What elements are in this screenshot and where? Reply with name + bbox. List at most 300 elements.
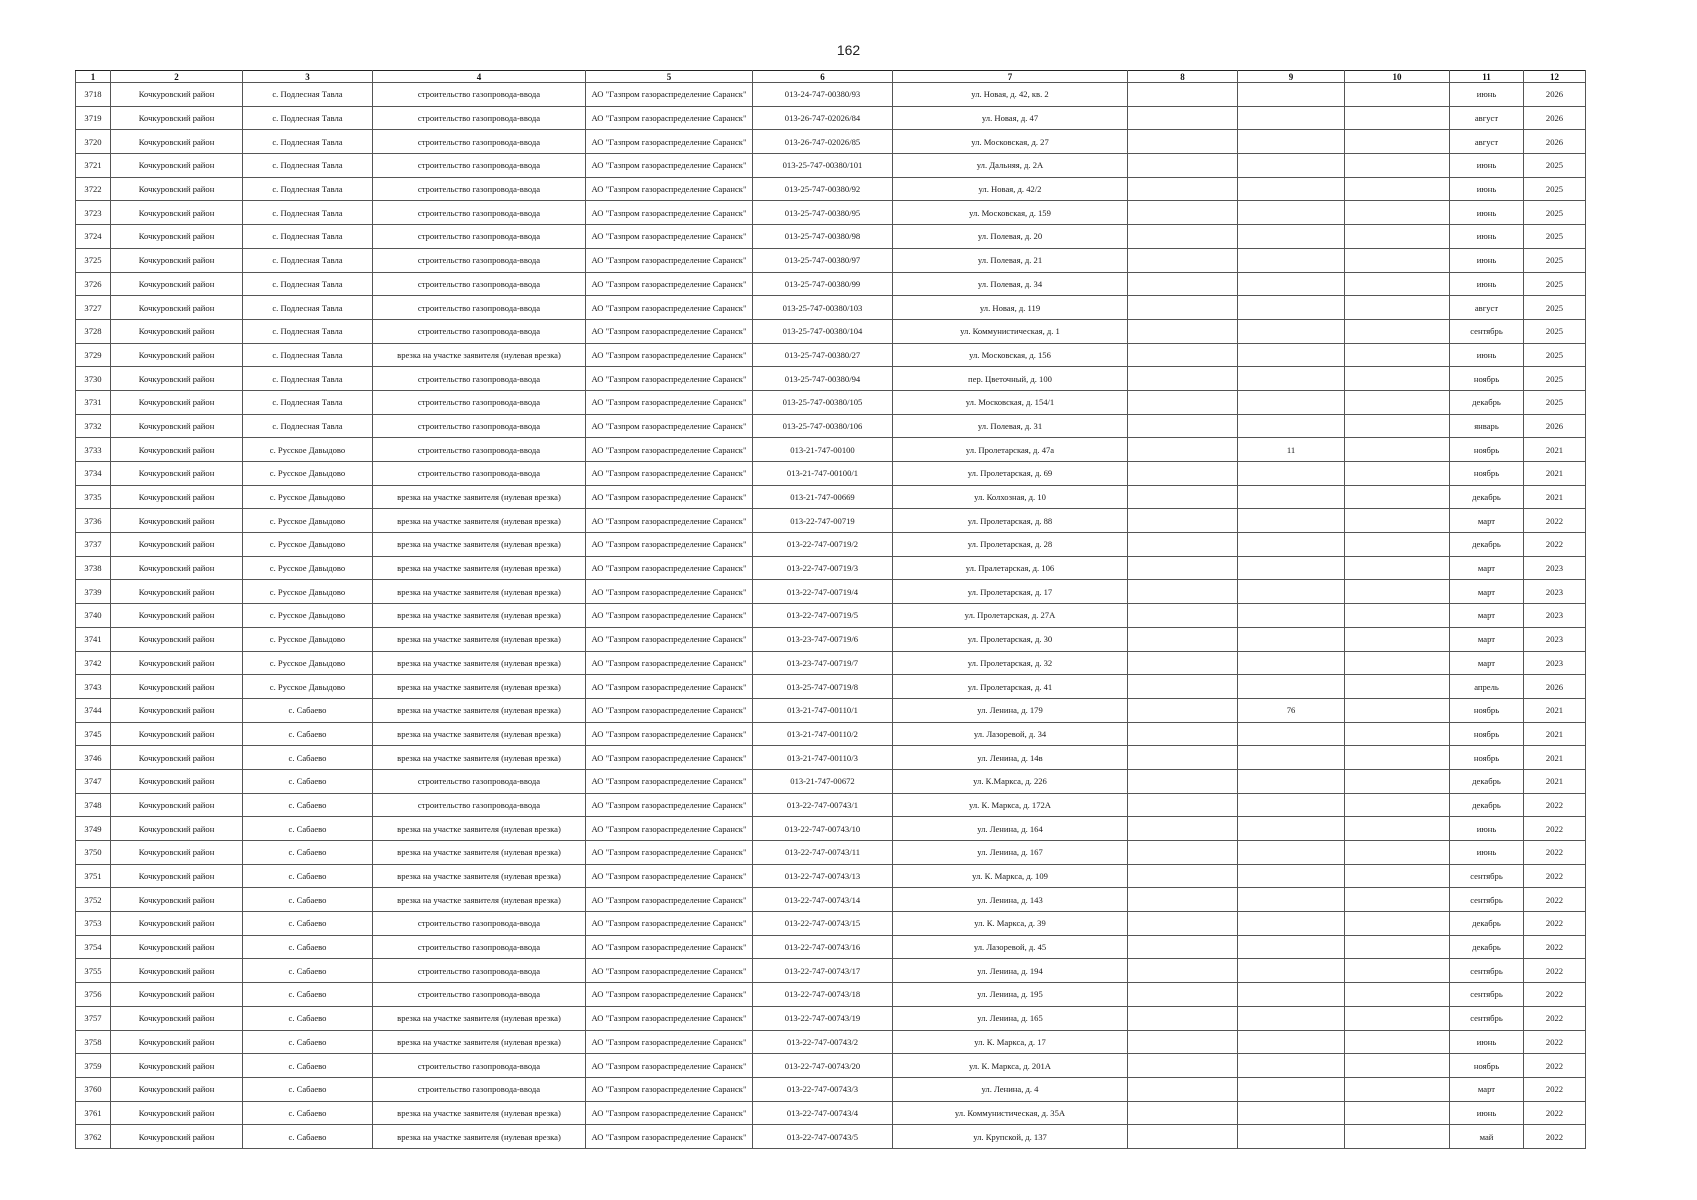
table-cell: строительство газопровода-ввода: [373, 438, 586, 462]
table-cell: 3755: [76, 959, 111, 983]
table-cell: [1345, 1125, 1450, 1149]
table-cell: ноябрь: [1450, 698, 1524, 722]
table-cell: Кочкуровский район: [111, 130, 243, 154]
table-cell: [1345, 556, 1450, 580]
table-cell: [1128, 201, 1238, 225]
table-cell: июнь: [1450, 154, 1524, 178]
table-row: [76, 177, 1586, 201]
table-cell: ул. К. Маркса, д. 201А: [893, 1054, 1128, 1078]
table-row: [76, 390, 1586, 414]
table-cell: [1238, 1030, 1345, 1054]
table-cell: [1128, 1054, 1238, 1078]
table-cell: [1345, 746, 1450, 770]
table-cell: [1345, 296, 1450, 320]
table-cell: строительство газопровода-ввода: [373, 414, 586, 438]
table-cell: с. Русское Давыдово: [243, 462, 373, 486]
table-cell: 3728: [76, 319, 111, 343]
table-row: [76, 248, 1586, 272]
table-cell: 3738: [76, 556, 111, 580]
table-cell: АО "Газпром газораспределение Саранск": [586, 580, 753, 604]
table-cell: [1238, 319, 1345, 343]
table-cell: [1345, 912, 1450, 936]
table-cell: врезка на участке заявителя (нулевая врезка): [373, 651, 586, 675]
table-cell: АО "Газпром газораспределение Саранск": [586, 509, 753, 533]
table-cell: ул. Колхозная, д. 10: [893, 485, 1128, 509]
table-cell: строительство газопровода-ввода: [373, 935, 586, 959]
column-header: 10: [1345, 71, 1450, 83]
table-cell: строительство газопровода-ввода: [373, 130, 586, 154]
table-cell: Кочкуровский район: [111, 580, 243, 604]
table-cell: строительство газопровода-ввода: [373, 296, 586, 320]
table-cell: [1345, 201, 1450, 225]
table-cell: [1128, 1030, 1238, 1054]
table-cell: АО "Газпром газораспределение Саранск": [586, 556, 753, 580]
table-cell: 3760: [76, 1077, 111, 1101]
table-row: [76, 888, 1586, 912]
table-cell: строительство газопровода-ввода: [373, 367, 586, 391]
table-cell: [1128, 769, 1238, 793]
table-cell: ул. Новая, д. 119: [893, 296, 1128, 320]
column-header: 7: [893, 71, 1128, 83]
table-cell: 2026: [1524, 130, 1586, 154]
table-cell: с. Сабаево: [243, 912, 373, 936]
table-row: [76, 533, 1586, 557]
table-cell: 2022: [1524, 959, 1586, 983]
table-cell: [1345, 367, 1450, 391]
table-cell: 013-22-747-00743/13: [753, 864, 893, 888]
table-cell: 3735: [76, 485, 111, 509]
table-cell: с. Сабаево: [243, 935, 373, 959]
table-cell: [1345, 106, 1450, 130]
table-cell: ул. Крупской, д. 137: [893, 1125, 1128, 1149]
table-cell: строительство газопровода-ввода: [373, 1077, 586, 1101]
table-cell: 013-24-747-00380/93: [753, 83, 893, 107]
table-cell: 013-22-747-00743/5: [753, 1125, 893, 1149]
table-cell: врезка на участке заявителя (нулевая врезка): [373, 864, 586, 888]
table-cell: 013-22-747-00743/15: [753, 912, 893, 936]
table-cell: с. Русское Давыдово: [243, 438, 373, 462]
table-cell: с. Подлесная Тавла: [243, 177, 373, 201]
table-cell: 2022: [1524, 912, 1586, 936]
table-cell: [1238, 1006, 1345, 1030]
table-cell: 3737: [76, 533, 111, 557]
table-cell: ул. Новая, д. 42/2: [893, 177, 1128, 201]
table-cell: [1345, 414, 1450, 438]
table-cell: АО "Газпром газораспределение Саранск": [586, 390, 753, 414]
column-header: 9: [1238, 71, 1345, 83]
table-cell: АО "Газпром газораспределение Саранск": [586, 130, 753, 154]
table-cell: ул. Пролетарская, д. 28: [893, 533, 1128, 557]
table-cell: [1128, 130, 1238, 154]
table-cell: декабрь: [1450, 912, 1524, 936]
table-cell: ул. К. Маркса, д. 39: [893, 912, 1128, 936]
table-cell: АО "Газпром газораспределение Саранск": [586, 154, 753, 178]
table-cell: Кочкуровский район: [111, 201, 243, 225]
table-cell: [1345, 1077, 1450, 1101]
table-cell: [1128, 604, 1238, 628]
table-cell: 3748: [76, 793, 111, 817]
table-cell: АО "Газпром газораспределение Саранск": [586, 1054, 753, 1078]
table-cell: с. Сабаево: [243, 841, 373, 865]
table-cell: ул. Пролетарская, д. 17: [893, 580, 1128, 604]
table-cell: врезка на участке заявителя (нулевая врезка): [373, 817, 586, 841]
table-cell: ноябрь: [1450, 438, 1524, 462]
table-cell: 013-25-747-00380/99: [753, 272, 893, 296]
table-cell: Кочкуровский район: [111, 414, 243, 438]
table-cell: 013-22-747-00743/4: [753, 1101, 893, 1125]
table-cell: 2023: [1524, 651, 1586, 675]
table-cell: [1345, 604, 1450, 628]
table-cell: [1345, 319, 1450, 343]
table-cell: март: [1450, 1077, 1524, 1101]
column-header: 12: [1524, 71, 1586, 83]
table-cell: Кочкуровский район: [111, 841, 243, 865]
table-cell: 013-21-747-00100: [753, 438, 893, 462]
table-cell: 3753: [76, 912, 111, 936]
table-cell: [1238, 343, 1345, 367]
table-cell: АО "Газпром газораспределение Саранск": [586, 438, 753, 462]
table-cell: с. Сабаево: [243, 722, 373, 746]
table-cell: АО "Газпром газораспределение Саранск": [586, 462, 753, 486]
table-cell: ноябрь: [1450, 1054, 1524, 1078]
table-cell: с. Подлесная Тавла: [243, 390, 373, 414]
table-row: [76, 83, 1586, 107]
table-row: [76, 746, 1586, 770]
table-cell: АО "Газпром газораспределение Саранск": [586, 864, 753, 888]
table-cell: [1238, 556, 1345, 580]
table-row: [76, 225, 1586, 249]
table-cell: 013-22-747-00743/14: [753, 888, 893, 912]
table-cell: [1128, 248, 1238, 272]
table-cell: Кочкуровский район: [111, 1077, 243, 1101]
table-cell: строительство газопровода-ввода: [373, 83, 586, 107]
table-cell: врезка на участке заявителя (нулевая врезка): [373, 841, 586, 865]
table-cell: с. Сабаево: [243, 983, 373, 1007]
table-cell: 013-25-747-00380/105: [753, 390, 893, 414]
table-cell: с. Сабаево: [243, 1101, 373, 1125]
table-cell: 013-26-747-02026/85: [753, 130, 893, 154]
table-row: [76, 1006, 1586, 1030]
table-cell: с. Сабаево: [243, 793, 373, 817]
table-cell: с. Русское Давыдово: [243, 651, 373, 675]
table-cell: [1128, 817, 1238, 841]
table-cell: [1345, 698, 1450, 722]
table-cell: 3721: [76, 154, 111, 178]
table-cell: с. Русское Давыдово: [243, 533, 373, 557]
table-cell: врезка на участке заявителя (нулевая врезка): [373, 1101, 586, 1125]
column-header: 4: [373, 71, 586, 83]
table-cell: АО "Газпром газораспределение Саранск": [586, 793, 753, 817]
table-cell: 013-22-747-00743/11: [753, 841, 893, 865]
table-cell: 013-22-747-00743/20: [753, 1054, 893, 1078]
table-cell: 3722: [76, 177, 111, 201]
table-cell: [1238, 722, 1345, 746]
table-cell: [1238, 935, 1345, 959]
table-cell: ул. Пролетарская, д. 32: [893, 651, 1128, 675]
table-cell: [1128, 83, 1238, 107]
table-cell: [1128, 627, 1238, 651]
table-cell: АО "Газпром газораспределение Саранск": [586, 248, 753, 272]
table-cell: 013-22-747-00719/5: [753, 604, 893, 628]
table-cell: с. Сабаево: [243, 888, 373, 912]
table-row: [76, 1030, 1586, 1054]
table-cell: [1238, 130, 1345, 154]
table-cell: строительство газопровода-ввода: [373, 1054, 586, 1078]
table-cell: 3742: [76, 651, 111, 675]
table-cell: 3752: [76, 888, 111, 912]
table-cell: [1238, 83, 1345, 107]
table-cell: с. Сабаево: [243, 864, 373, 888]
table-cell: 2022: [1524, 983, 1586, 1007]
table-cell: врезка на участке заявителя (нулевая врезка): [373, 627, 586, 651]
table-cell: ул. Ленина, д. 165: [893, 1006, 1128, 1030]
table-cell: [1128, 462, 1238, 486]
table-cell: [1128, 177, 1238, 201]
table-cell: [1345, 177, 1450, 201]
table-row: [76, 154, 1586, 178]
table-cell: АО "Газпром газораспределение Саранск": [586, 485, 753, 509]
table-cell: [1128, 343, 1238, 367]
table-cell: Кочкуровский район: [111, 556, 243, 580]
table-cell: [1238, 248, 1345, 272]
table-cell: [1128, 509, 1238, 533]
table-cell: [1128, 556, 1238, 580]
table-cell: 3739: [76, 580, 111, 604]
table-cell: АО "Газпром газораспределение Саранск": [586, 651, 753, 675]
table-cell: [1128, 722, 1238, 746]
table-cell: АО "Газпром газораспределение Саранск": [586, 296, 753, 320]
table-cell: ул. Пролетарская, д. 30: [893, 627, 1128, 651]
table-cell: [1128, 580, 1238, 604]
table-cell: врезка на участке заявителя (нулевая врезка): [373, 580, 586, 604]
table-cell: ул. К.Маркса, д. 226: [893, 769, 1128, 793]
table-cell: [1128, 912, 1238, 936]
table-cell: 3759: [76, 1054, 111, 1078]
table-cell: [1238, 627, 1345, 651]
table-cell: врезка на участке заявителя (нулевая врезка): [373, 509, 586, 533]
table-cell: с. Подлесная Тавла: [243, 296, 373, 320]
table-cell: Кочкуровский район: [111, 106, 243, 130]
table-cell: [1238, 675, 1345, 699]
table-cell: [1345, 817, 1450, 841]
column-header: 2: [111, 71, 243, 83]
table-cell: 2021: [1524, 485, 1586, 509]
table-cell: [1238, 414, 1345, 438]
table-cell: [1345, 888, 1450, 912]
table-cell: [1128, 959, 1238, 983]
table-cell: 2025: [1524, 248, 1586, 272]
table-cell: 2022: [1524, 935, 1586, 959]
data-table: [75, 70, 1586, 1149]
table-cell: 76: [1238, 698, 1345, 722]
table-cell: 3720: [76, 130, 111, 154]
table-cell: врезка на участке заявителя (нулевая врезка): [373, 556, 586, 580]
table-row: [76, 296, 1586, 320]
table-cell: АО "Газпром газораспределение Саранск": [586, 817, 753, 841]
table-cell: [1238, 1125, 1345, 1149]
table-cell: [1128, 414, 1238, 438]
table-cell: январь: [1450, 414, 1524, 438]
table-cell: строительство газопровода-ввода: [373, 793, 586, 817]
table-cell: 2023: [1524, 604, 1586, 628]
table-cell: ул. Ленина, д. 164: [893, 817, 1128, 841]
table-cell: 3747: [76, 769, 111, 793]
table-cell: [1128, 367, 1238, 391]
table-row: [76, 698, 1586, 722]
table-cell: 013-22-747-00743/1: [753, 793, 893, 817]
table-cell: 013-25-747-00719/8: [753, 675, 893, 699]
table-cell: ул. К. Маркса, д. 109: [893, 864, 1128, 888]
table-row: [76, 722, 1586, 746]
table-cell: [1238, 272, 1345, 296]
table-cell: АО "Газпром газораспределение Саранск": [586, 841, 753, 865]
table-cell: Кочкуровский район: [111, 177, 243, 201]
table-row: [76, 675, 1586, 699]
table-cell: ул. Коммунистическая, д. 1: [893, 319, 1128, 343]
table-cell: 013-22-747-00719/4: [753, 580, 893, 604]
table-cell: 2022: [1524, 793, 1586, 817]
table-cell: Кочкуровский район: [111, 769, 243, 793]
table-cell: [1238, 225, 1345, 249]
table-cell: [1238, 817, 1345, 841]
table-cell: [1128, 651, 1238, 675]
table-cell: врезка на участке заявителя (нулевая врезка): [373, 1030, 586, 1054]
table-cell: 3718: [76, 83, 111, 107]
table-cell: с. Сабаево: [243, 1054, 373, 1078]
table-cell: с. Сабаево: [243, 1006, 373, 1030]
table-cell: ул. Полевая, д. 34: [893, 272, 1128, 296]
table-cell: строительство газопровода-ввода: [373, 390, 586, 414]
table-cell: [1238, 1077, 1345, 1101]
table-cell: ул. Дальняя, д. 2А: [893, 154, 1128, 178]
table-cell: Кочкуровский район: [111, 509, 243, 533]
table-cell: Кочкуровский район: [111, 272, 243, 296]
table-cell: с. Сабаево: [243, 959, 373, 983]
table-cell: Кочкуровский район: [111, 1125, 243, 1149]
table-cell: [1345, 935, 1450, 959]
table-cell: 2021: [1524, 462, 1586, 486]
table-cell: строительство газопровода-ввода: [373, 154, 586, 178]
table-cell: врезка на участке заявителя (нулевая врезка): [373, 746, 586, 770]
table-cell: 3719: [76, 106, 111, 130]
column-header: 3: [243, 71, 373, 83]
table-cell: Кочкуровский район: [111, 888, 243, 912]
table-cell: ул. Полевая, д. 20: [893, 225, 1128, 249]
table-cell: июнь: [1450, 1101, 1524, 1125]
table-cell: 013-22-747-00719/2: [753, 533, 893, 557]
table-cell: с. Сабаево: [243, 1125, 373, 1149]
table-cell: декабрь: [1450, 390, 1524, 414]
table-cell: [1238, 604, 1345, 628]
table-cell: 3761: [76, 1101, 111, 1125]
table-cell: 3762: [76, 1125, 111, 1149]
table-cell: строительство газопровода-ввода: [373, 248, 586, 272]
table-cell: август: [1450, 130, 1524, 154]
table-cell: Кочкуровский район: [111, 343, 243, 367]
table-row: [76, 485, 1586, 509]
table-cell: ул. Полевая, д. 31: [893, 414, 1128, 438]
table-cell: с. Сабаево: [243, 746, 373, 770]
table-cell: строительство газопровода-ввода: [373, 201, 586, 225]
table-cell: Кочкуровский район: [111, 225, 243, 249]
table-cell: Кочкуровский район: [111, 627, 243, 651]
table-cell: 2022: [1524, 1077, 1586, 1101]
table-cell: АО "Газпром газораспределение Саранск": [586, 319, 753, 343]
table-cell: [1128, 1101, 1238, 1125]
page-number: 162: [836, 42, 861, 58]
table-cell: 2025: [1524, 319, 1586, 343]
table-cell: 2022: [1524, 864, 1586, 888]
table-cell: 3729: [76, 343, 111, 367]
table-cell: АО "Газпром газораспределение Саранск": [586, 225, 753, 249]
table-cell: с. Подлесная Тавла: [243, 130, 373, 154]
table-cell: с. Подлесная Тавла: [243, 343, 373, 367]
table-row: [76, 509, 1586, 533]
table-cell: [1128, 106, 1238, 130]
table-cell: врезка на участке заявителя (нулевая врезка): [373, 698, 586, 722]
table-cell: Кочкуровский район: [111, 604, 243, 628]
table-cell: ноябрь: [1450, 462, 1524, 486]
table-cell: ул. Пролетарская, д. 47а: [893, 438, 1128, 462]
table-cell: АО "Газпром газораспределение Саранск": [586, 935, 753, 959]
table-cell: 3736: [76, 509, 111, 533]
table-cell: Кочкуровский район: [111, 983, 243, 1007]
table-cell: [1345, 627, 1450, 651]
table-cell: 2025: [1524, 390, 1586, 414]
table-cell: ноябрь: [1450, 722, 1524, 746]
table-cell: 3726: [76, 272, 111, 296]
table-cell: [1128, 154, 1238, 178]
table-cell: Кочкуровский район: [111, 1030, 243, 1054]
table-row: [76, 912, 1586, 936]
table-cell: 3741: [76, 627, 111, 651]
table-cell: 2023: [1524, 627, 1586, 651]
table-cell: врезка на участке заявителя (нулевая врезка): [373, 343, 586, 367]
table-cell: ул. Пролетарская, д. 69: [893, 462, 1128, 486]
table-cell: 3754: [76, 935, 111, 959]
table-cell: [1345, 438, 1450, 462]
table-cell: [1345, 272, 1450, 296]
table-cell: ул. Новая, д. 42, кв. 2: [893, 83, 1128, 107]
table-cell: АО "Газпром газораспределение Саранск": [586, 627, 753, 651]
table-cell: [1128, 888, 1238, 912]
table-cell: [1128, 319, 1238, 343]
table-cell: АО "Газпром газораспределение Саранск": [586, 698, 753, 722]
table-cell: 2025: [1524, 225, 1586, 249]
table-cell: [1128, 272, 1238, 296]
table-cell: 11: [1238, 438, 1345, 462]
table-cell: АО "Газпром газораспределение Саранск": [586, 1077, 753, 1101]
table-cell: 013-25-747-00380/27: [753, 343, 893, 367]
table-cell: строительство газопровода-ввода: [373, 106, 586, 130]
table-cell: декабрь: [1450, 769, 1524, 793]
table-cell: строительство газопровода-ввода: [373, 769, 586, 793]
table-cell: Кочкуровский район: [111, 651, 243, 675]
table-cell: ул. К. Маркса, д. 17: [893, 1030, 1128, 1054]
table-cell: врезка на участке заявителя (нулевая врезка): [373, 675, 586, 699]
table-row: [76, 793, 1586, 817]
table-row: [76, 935, 1586, 959]
table-cell: сентябрь: [1450, 888, 1524, 912]
table-cell: [1345, 130, 1450, 154]
table-cell: [1345, 1006, 1450, 1030]
table-cell: ул. Лазоревой, д. 45: [893, 935, 1128, 959]
table-cell: [1238, 367, 1345, 391]
table-cell: врезка на участке заявителя (нулевая врезка): [373, 604, 586, 628]
table-row: [76, 627, 1586, 651]
table-cell: 3734: [76, 462, 111, 486]
table-cell: 2025: [1524, 154, 1586, 178]
